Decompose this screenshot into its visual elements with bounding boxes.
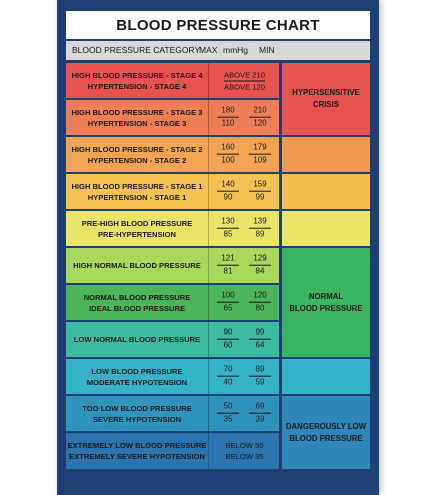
side-group-pre-hypertension (282, 211, 370, 246)
min-values (249, 327, 271, 352)
category-line-1: TOO LOW BLOOD PRESSURE (82, 403, 192, 413)
category-line-1: HIGH NORMAL BLOOD PRESSURE (73, 261, 201, 270)
min-systolic: 139 (249, 216, 271, 229)
min-systolic: 69 (249, 401, 271, 414)
max-values (217, 105, 239, 130)
max-systolic: 160 (217, 142, 239, 155)
header-max: MAX (199, 45, 218, 55)
side-line-1: DANGEROUSLY LOW (285, 421, 367, 431)
max-diastolic: 65 (223, 304, 233, 313)
min-values (249, 105, 271, 130)
max-systolic: 130 (217, 216, 239, 229)
min-diastolic: 89 (255, 230, 265, 239)
max-values (217, 290, 239, 315)
max-diastolic: 40 (223, 378, 233, 387)
max-values (217, 179, 239, 204)
category-row-low (66, 359, 279, 394)
range-text (209, 440, 280, 462)
min-diastolic: 39 (255, 415, 265, 424)
category-line-2: HYPERTENSION - STAGE 1 (87, 192, 187, 202)
min-diastolic: 120 (253, 119, 267, 128)
max-diastolic: 110 (221, 119, 235, 128)
range-min-text: ABOVE 120 (224, 82, 265, 91)
side-group-normal-blood-pressure (282, 248, 370, 357)
category-row-stage-3 (66, 100, 279, 135)
max-values (217, 216, 239, 241)
column-header-bar (66, 41, 370, 60)
side-group-dangerously-low (282, 396, 370, 469)
range-max-text: BELOW 50 (225, 441, 264, 450)
category-row-stage-4 (66, 63, 279, 98)
category-line-2: SEVERE HYPOTENSION (92, 414, 182, 424)
category-line-2: HYPERTENSION - STAGE 3 (87, 118, 187, 128)
side-line-1: HYPERSENSITIVE (292, 88, 360, 98)
max-diastolic: 60 (223, 341, 233, 350)
category-line-1: HIGH BLOOD PRESSURE - STAGE 4 (71, 70, 203, 80)
min-systolic: 99 (249, 327, 271, 340)
min-values (249, 401, 271, 426)
side-group-stage-2 (282, 137, 370, 172)
min-values (249, 179, 271, 204)
min-values (249, 290, 271, 315)
category-row-extremely-low (66, 433, 279, 469)
category-line-2: EXTREMELY SEVERE HYPOTENSION (69, 452, 205, 461)
category-line-1: LOW BLOOD PRESSURE (91, 366, 183, 376)
max-values (217, 142, 239, 167)
side-line-2: BLOOD PRESSURE (289, 433, 363, 443)
min-systolic: 89 (249, 364, 271, 377)
min-values (249, 253, 271, 278)
max-systolic: 50 (217, 401, 239, 414)
min-systolic: 159 (249, 179, 271, 192)
range-max-text: ABOVE 210 (224, 70, 265, 79)
category-line-1: PRE-HIGH BLOOD PRESSURE (81, 218, 193, 228)
category-row-stage-2 (66, 137, 279, 172)
side-line-2: BLOOD PRESSURE (289, 303, 363, 313)
max-diastolic: 35 (223, 415, 233, 424)
side-group-hypersensitive-crisis (282, 63, 370, 135)
max-values (217, 401, 239, 426)
min-diastolic: 80 (255, 304, 265, 313)
max-systolic: 90 (217, 327, 239, 340)
max-systolic: 121 (217, 253, 239, 266)
category-line-1: NORMAL BLOOD PRESSURE (83, 292, 191, 302)
min-systolic: 120 (249, 290, 271, 303)
side-line-1: NORMAL (308, 291, 344, 301)
category-line-2: IDEAL BLOOD PRESSURE (88, 303, 186, 313)
min-values (249, 142, 271, 167)
max-values (217, 253, 239, 278)
max-systolic: 100 (217, 290, 239, 303)
range-text (209, 69, 280, 92)
min-diastolic: 84 (255, 267, 265, 276)
category-row-high-normal (66, 248, 279, 283)
min-values (249, 364, 271, 389)
category-row-too-low (66, 396, 279, 431)
min-systolic: 179 (249, 142, 271, 155)
category-row-stage-1 (66, 174, 279, 209)
max-diastolic: 85 (223, 230, 233, 239)
min-systolic: 129 (249, 253, 271, 266)
max-systolic: 70 (217, 364, 239, 377)
category-line-1: HIGH BLOOD PRESSURE - STAGE 2 (71, 144, 203, 154)
min-diastolic: 99 (255, 193, 265, 202)
min-diastolic: 59 (255, 378, 265, 387)
min-values (249, 216, 271, 241)
category-row-normal (66, 285, 279, 320)
category-line-1: HIGH BLOOD PRESSURE - STAGE 3 (71, 107, 203, 117)
header-category: BLOOD PRESSURE CATEGORY (72, 45, 201, 55)
chart-title: BLOOD PRESSURE CHART (66, 11, 370, 39)
category-row-pre-hypertension (66, 211, 279, 246)
blood-pressure-chart-poster (57, 0, 379, 495)
max-diastolic: 90 (223, 193, 233, 202)
range-min-text: BELOW 35 (225, 452, 264, 461)
max-values (217, 327, 239, 352)
header-min: MIN (259, 45, 275, 55)
category-row-low-normal (66, 322, 279, 357)
category-line-2: HYPERTENSION - STAGE 4 (87, 81, 187, 91)
side-group-stage-1 (282, 174, 370, 209)
category-line-1: EXTREMELY LOW BLOOD PRESSURE (67, 441, 207, 450)
category-line-2: HYPERTENSION - STAGE 2 (87, 155, 187, 165)
category-line-2: PRE-HYPERTENSION (97, 229, 177, 239)
max-systolic: 180 (217, 105, 239, 118)
side-line-2: CRISIS (313, 100, 339, 109)
category-line-1: HIGH BLOOD PRESSURE - STAGE 1 (71, 181, 203, 191)
category-line-2: MODERATE HYPOTENSION (86, 377, 188, 387)
min-systolic: 210 (249, 105, 271, 118)
category-line-1: LOW NORMAL BLOOD PRESSURE (73, 335, 201, 344)
header-unit: mmHg (223, 45, 249, 55)
max-systolic: 140 (217, 179, 239, 192)
max-diastolic: 81 (223, 267, 233, 276)
min-diastolic: 64 (255, 341, 265, 350)
max-diastolic: 100 (221, 156, 235, 165)
min-diastolic: 109 (253, 156, 267, 165)
max-values (217, 364, 239, 389)
side-group-low (282, 359, 370, 394)
